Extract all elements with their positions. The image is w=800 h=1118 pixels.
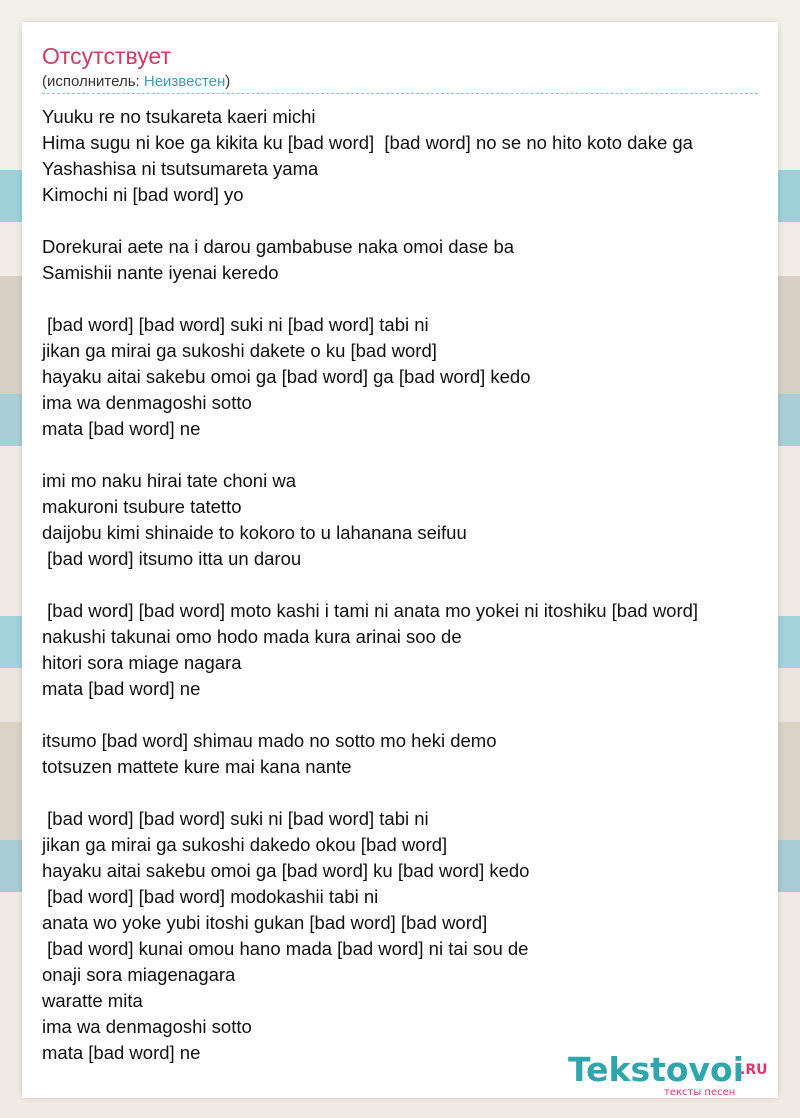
- lyric-line: Hima sugu ni koe ga kikita ku [bad word] [bad word] no se no hito koto dake ga: [42, 132, 693, 153]
- lyric-line: Samishii nante iyenai keredo: [42, 262, 279, 283]
- artist-link[interactable]: Неизвестен: [143, 73, 226, 90]
- lyric-line: ima wa denmagoshi sotto: [42, 392, 252, 413]
- lyric-line: [bad word] itsumo itta un darou: [42, 548, 302, 569]
- lyric-blank-line: [42, 208, 772, 234]
- lyric-line: mata [bad word] ne: [42, 418, 201, 439]
- lyric-line: [bad word] [bad word] moto kashi i tami ni anata mo yokei ni itoshiku [bad word]: [42, 600, 699, 621]
- lyric-line: anata wo yoke yubi itoshi gukan [bad word] [bad word]: [42, 912, 488, 933]
- lyric-line: makuroni tsubure tatetto: [42, 496, 242, 517]
- lyric-line: [bad word] [bad word] modokashii tabi ni: [42, 886, 379, 907]
- lyric-line: Dorekurai aete na i darou gambabuse naka omoi dase ba: [42, 236, 515, 257]
- lyric-blank-line: [42, 442, 772, 468]
- artist-line: [42, 73, 230, 91]
- lyric-line: daijobu kimi shinaide to kokoro to u lahanana seifuu: [42, 522, 467, 543]
- site-logo[interactable]: [568, 1050, 778, 1100]
- artist-prefix: (исполнитель:: [42, 73, 144, 90]
- lyric-line: [bad word] [bad word] suki ni [bad word] tabi ni: [42, 314, 429, 335]
- lyric-line: ima wa denmagoshi sotto: [42, 1016, 252, 1037]
- lyric-blank-line: [42, 286, 772, 312]
- lyric-line: jikan ga mirai ga sukoshi dakedo okou [bad word]: [42, 834, 448, 855]
- lyric-line: nakushi takunai omo hodo mada kura arinai soo de: [42, 626, 462, 647]
- lyric-line: onaji sora miagenagara: [42, 964, 236, 985]
- lyric-line: [bad word] kunai omou hano mada [bad word] ni tai sou de: [42, 938, 529, 959]
- lyrics-card: [22, 22, 778, 1098]
- logo-wordmark: Tekstovoi: [568, 1050, 745, 1089]
- lyric-line: Kimochi ni [bad word] yo: [42, 184, 244, 205]
- lyric-line: mata [bad word] ne: [42, 1042, 201, 1063]
- lyric-line: [bad word] [bad word] suki ni [bad word] tabi ni: [42, 808, 429, 829]
- lyric-blank-line: [42, 780, 772, 806]
- song-title: Отсутствует: [42, 43, 171, 69]
- artist-suffix: ): [225, 73, 231, 90]
- lyrics-text: [42, 104, 772, 1066]
- lyric-line: hitori sora miage nagara: [42, 652, 242, 673]
- lyric-line: totsuzen mattete kure mai kana nante: [42, 756, 352, 777]
- lyric-blank-line: [42, 572, 772, 598]
- lyric-line: jikan ga mirai ga sukoshi dakete o ku [bad word]: [42, 340, 437, 361]
- lyric-line: hayaku aitai sakebu omoi ga [bad word] ku [bad word] kedo: [42, 860, 530, 881]
- lyric-line: imi mo naku hirai tate choni wa: [42, 470, 296, 491]
- logo-tagline: тексты песен: [664, 1087, 736, 1098]
- lyric-line: itsumo [bad word] shimau mado no sotto mo heki demo: [42, 730, 497, 751]
- logo-tld: .RU: [740, 1062, 768, 1078]
- lyric-line: hayaku aitai sakebu omoi ga [bad word] ga [bad word] kedo: [42, 366, 531, 387]
- header-divider: [42, 93, 758, 94]
- lyric-line: Yashashisa ni tsutsumareta yama: [42, 158, 319, 179]
- lyric-line: mata [bad word] ne: [42, 678, 201, 699]
- lyric-blank-line: [42, 702, 772, 728]
- lyric-line: waratte mita: [42, 990, 143, 1011]
- lyric-line: Yuuku re no tsukareta kaeri michi: [42, 106, 316, 127]
